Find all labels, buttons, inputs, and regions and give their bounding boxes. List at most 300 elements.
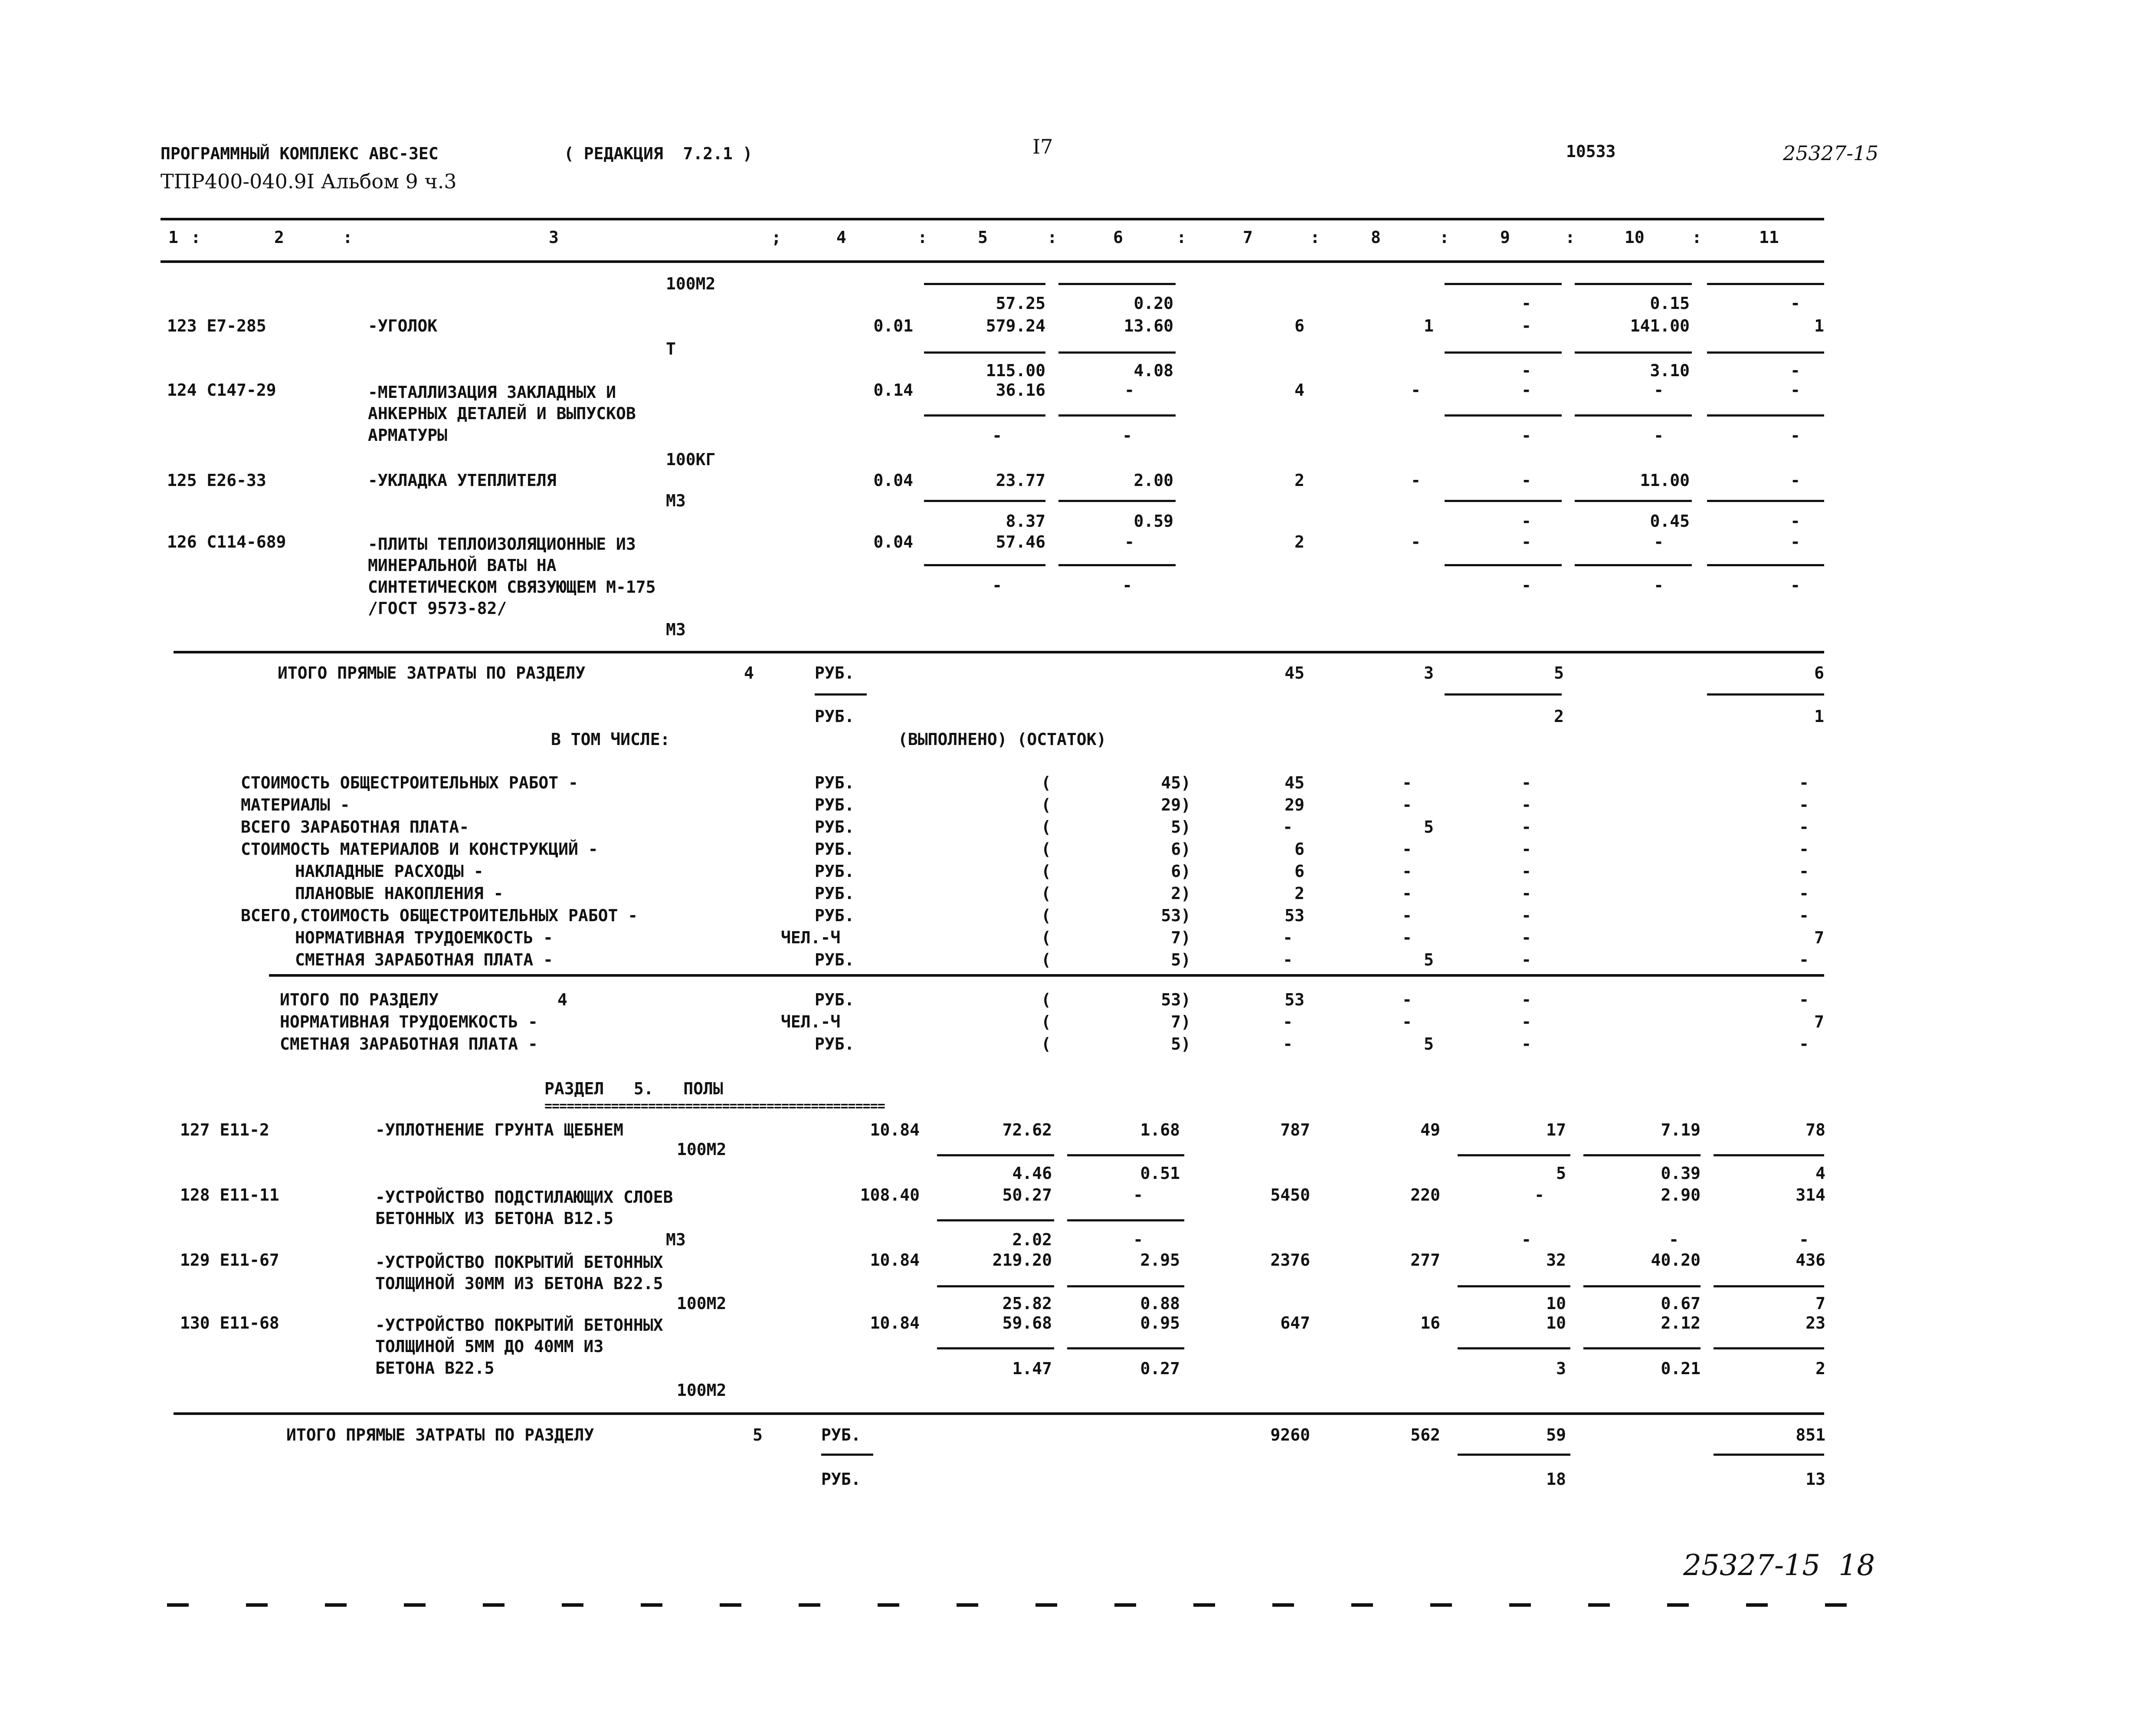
- cell: -: [1799, 884, 1809, 903]
- rule: [937, 1285, 1054, 1287]
- rule: [1067, 1154, 1184, 1156]
- cell: 2.95: [1140, 1251, 1180, 1270]
- handwritten-footer: 25327-15 18: [1683, 1549, 1875, 1582]
- cell: 0.04: [873, 471, 913, 490]
- unit-label: 100M2: [677, 1140, 727, 1159]
- cell: -: [1283, 817, 1293, 837]
- cell: 0.20: [1134, 294, 1173, 313]
- dash: [1035, 1603, 1057, 1607]
- dash: [1588, 1603, 1610, 1607]
- col-10: 10: [1625, 228, 1645, 247]
- cell: -: [1799, 817, 1809, 837]
- cell: 5450: [1270, 1185, 1310, 1205]
- header-rule-bottom: [161, 260, 1824, 263]
- rule: [1575, 283, 1692, 285]
- breakdown-unit: РУБ.: [815, 862, 855, 881]
- breakdown-label: СМЕТНАЯ ЗАРАБОТНАЯ ПЛАТА -: [280, 1034, 538, 1054]
- cell: 0.21: [1661, 1359, 1701, 1378]
- cell: -: [1411, 471, 1421, 490]
- cell: -: [1799, 906, 1809, 925]
- cell: 2.12: [1661, 1313, 1701, 1333]
- cell: 6: [1814, 663, 1824, 683]
- cell: 6: [1294, 316, 1304, 335]
- cell: -: [1402, 1012, 1412, 1031]
- cell: 3: [1424, 663, 1434, 683]
- cell: 0.15: [1650, 294, 1690, 313]
- col-2: 2: [274, 228, 284, 247]
- cell: -: [1402, 928, 1412, 947]
- cell: 9260: [1270, 1425, 1310, 1444]
- cell: 49: [1420, 1120, 1440, 1139]
- cell: -: [1521, 795, 1531, 814]
- col-sep: :: [1692, 228, 1702, 247]
- cell: -: [1521, 1012, 1531, 1031]
- cell: 5: [1424, 950, 1434, 969]
- cell: 2376: [1270, 1251, 1310, 1270]
- total-label: ИТОГО ПРЯМЫЕ ЗАТРАТЫ ПО РАЗДЕЛУ: [278, 663, 586, 683]
- breakdown-value: 7): [1171, 928, 1191, 947]
- doc-code: 10533: [1566, 142, 1616, 161]
- cell: 5: [1424, 817, 1434, 837]
- cell: 2: [1294, 471, 1304, 490]
- rule: [1714, 1347, 1824, 1349]
- breakdown-label: СТОИМОСТЬ МАТЕРИАЛОВ И КОНСТРУКЦИЙ -: [241, 840, 598, 859]
- cell: 10.84: [870, 1313, 920, 1333]
- rule: [937, 1219, 1054, 1221]
- cell: 7: [1814, 928, 1824, 947]
- row-number: 128 E11-11: [180, 1185, 279, 1205]
- cell: -: [1521, 1034, 1531, 1054]
- rule: [1445, 283, 1562, 285]
- rule: [1458, 1285, 1570, 1287]
- unit-label: 100M2: [666, 274, 716, 293]
- dash: [1114, 1603, 1136, 1607]
- cell: -: [1521, 862, 1531, 881]
- breakdown-unit: РУБ.: [815, 990, 855, 1009]
- cell: 13: [1805, 1470, 1825, 1489]
- cell: 4: [1815, 1164, 1825, 1183]
- cell: -: [1122, 576, 1132, 595]
- cell: 647: [1280, 1313, 1310, 1333]
- rule: [1714, 1454, 1824, 1456]
- cell: 3.10: [1650, 361, 1690, 380]
- cell: 40.20: [1651, 1251, 1701, 1270]
- rule: [1058, 414, 1176, 417]
- cell: 5: [1556, 1164, 1566, 1183]
- cell: -: [1654, 426, 1664, 445]
- cell: 2.02: [1012, 1230, 1052, 1249]
- cell: -: [1790, 381, 1800, 400]
- header-rule-top: [161, 218, 1824, 220]
- col-11: 11: [1759, 228, 1779, 247]
- col-4: 4: [836, 228, 846, 247]
- cell: -: [1654, 532, 1664, 551]
- dash: [167, 1603, 189, 1607]
- cell: 141.00: [1630, 316, 1690, 335]
- dash: [957, 1603, 978, 1607]
- section-underline: ==============================================: [544, 1099, 885, 1114]
- row-name: -УСТРОЙСТВО ПОКРЫТИЙ БЕТОННЫХ ТОЛЩИНОЙ 5ММ ДО 40ММ ИЗ БЕТОНА В22.5: [375, 1316, 663, 1378]
- breakdown-value: 53): [1161, 906, 1191, 925]
- cell: -: [1402, 795, 1412, 814]
- cell: -: [1521, 928, 1531, 947]
- cell: -: [1521, 950, 1531, 969]
- cell: 579.24: [986, 316, 1045, 335]
- row-name: -УСТРОЙСТВО ПОДСТИЛАЮЩИХ СЛОЕВ БЕТОННЫХ ИЗ БЕТОНА В12.5: [375, 1188, 673, 1228]
- cell: 32: [1546, 1251, 1566, 1270]
- rule: [924, 500, 1045, 502]
- breakdown-unit: РУБ.: [815, 884, 855, 903]
- section-title: РАЗДЕЛ 5. ПОЛЫ: [544, 1079, 723, 1098]
- cell: -: [1521, 471, 1531, 490]
- cell: -: [1521, 532, 1531, 551]
- cell: -: [1402, 862, 1412, 881]
- rule: [1067, 1347, 1184, 1349]
- rule: [1458, 1347, 1570, 1349]
- rule: [1707, 351, 1824, 354]
- col-8: 8: [1371, 228, 1381, 247]
- breakdown-paren: (: [1041, 862, 1051, 881]
- cell: 45: [1284, 773, 1304, 792]
- cell: -: [1799, 862, 1809, 881]
- rule: [924, 283, 1045, 285]
- cell: 57.46: [996, 532, 1045, 551]
- rule: [1445, 500, 1562, 502]
- unit-label: M3: [666, 620, 686, 639]
- cell: -: [1654, 576, 1664, 595]
- cell: 0.59: [1134, 512, 1173, 531]
- breakdown-label: ИТОГО ПО РАЗДЕЛУ: [280, 990, 439, 1009]
- col-6: 6: [1113, 228, 1123, 247]
- cell: 59: [1546, 1425, 1566, 1444]
- cell: 53: [1284, 990, 1304, 1009]
- cell: 562: [1410, 1425, 1440, 1444]
- cell: 78: [1805, 1120, 1825, 1139]
- rule: [1575, 564, 1692, 566]
- cell: -: [1799, 950, 1809, 969]
- cell: 851: [1796, 1425, 1825, 1444]
- cell: 18: [1546, 1470, 1566, 1489]
- breakdown-label: МАТЕРИАЛЫ -: [241, 795, 350, 814]
- dash: [799, 1603, 820, 1607]
- unit-label: 100M2: [677, 1294, 727, 1313]
- cell: -: [1402, 884, 1412, 903]
- col-sep: :: [917, 228, 927, 247]
- breakdown-unit: РУБ.: [815, 773, 855, 792]
- cell: -: [1799, 1230, 1809, 1249]
- cell: -: [1799, 795, 1809, 814]
- cell: -: [1654, 381, 1664, 400]
- rule: [1707, 414, 1824, 417]
- cell: 4: [1294, 381, 1304, 400]
- cell: 277: [1410, 1251, 1440, 1270]
- cell: -: [1402, 840, 1412, 859]
- row-number: 130 E11-68: [180, 1313, 279, 1333]
- handwritten-code: 25327-15: [1783, 141, 1879, 165]
- cell: -: [1133, 1230, 1143, 1249]
- rule: [1583, 1347, 1701, 1349]
- total-section-num: 4: [744, 663, 754, 683]
- breakdown-label: ВСЕГО,СТОИМОСТЬ ОБЩЕСТРОИТЕЛЬНЫХ РАБОТ -: [241, 906, 638, 925]
- cell: 314: [1796, 1185, 1825, 1205]
- breakdown-value: 6): [1171, 862, 1191, 881]
- cell: -: [1402, 906, 1412, 925]
- cell: -: [1521, 773, 1531, 792]
- breakdown-label: СМЕТНАЯ ЗАРАБОТНАЯ ПЛАТА -: [295, 950, 553, 969]
- rule: [1575, 500, 1692, 502]
- cell: 0.67: [1661, 1294, 1701, 1313]
- rule: [1058, 500, 1176, 502]
- cell: -: [992, 576, 1002, 595]
- dash: [1825, 1603, 1847, 1607]
- cell: 10: [1546, 1294, 1566, 1313]
- breakdown-paren: (: [1041, 817, 1051, 837]
- cell: 5: [1554, 663, 1564, 683]
- rule: [1445, 693, 1562, 696]
- cell: 53: [1284, 906, 1304, 925]
- cell: -: [1790, 294, 1800, 313]
- col-sep: :: [1176, 228, 1186, 247]
- rule: [1458, 1454, 1570, 1456]
- rule: [937, 1347, 1054, 1349]
- cell: -: [1790, 512, 1800, 531]
- cell: 2: [1815, 1359, 1825, 1378]
- col-sep: :: [1565, 228, 1575, 247]
- breakdown-label: НАКЛАДНЫЕ РАСХОДЫ -: [295, 862, 484, 881]
- cell: -: [1521, 294, 1531, 313]
- cell: -: [1122, 426, 1132, 445]
- rule: [924, 351, 1045, 354]
- cell: 7: [1815, 1294, 1825, 1313]
- rule: [1058, 283, 1176, 285]
- cell: 787: [1280, 1120, 1310, 1139]
- rule: [1583, 1154, 1701, 1156]
- cell: -: [1521, 840, 1531, 859]
- cell: 5: [1424, 1034, 1434, 1054]
- cell: 0.45: [1650, 512, 1690, 531]
- cell: -: [992, 426, 1002, 445]
- cell: 8.37: [1006, 512, 1045, 531]
- album-title: ТПР400-040.9I Альбом 9 ч.3: [161, 170, 457, 193]
- breakdown-paren: (: [1041, 1034, 1051, 1054]
- breakdown-paren: (: [1041, 840, 1051, 859]
- cell: -: [1521, 1230, 1531, 1249]
- breakdown-paren: (: [1041, 906, 1051, 925]
- rule: [1575, 351, 1692, 354]
- cell: 11.00: [1640, 471, 1690, 490]
- col-5: 5: [978, 228, 988, 247]
- cell: -: [1521, 884, 1531, 903]
- cell: -: [1799, 773, 1809, 792]
- row-name: -МЕТАЛЛИЗАЦИЯ ЗАКЛАДНЫХ И АНКЕРНЫХ ДЕТАЛЕЙ И ВЫПУСКОВ АРМАТУРЫ: [368, 383, 636, 445]
- cell: 72.62: [1002, 1120, 1052, 1139]
- dash: [483, 1603, 505, 1607]
- breakdown-paren: (: [1041, 990, 1051, 1009]
- cell: 0.01: [873, 316, 913, 335]
- rule: [1707, 564, 1824, 566]
- cell: 2: [1554, 707, 1564, 726]
- dash: [641, 1603, 662, 1607]
- rule: [1458, 1154, 1570, 1156]
- cell: -: [1521, 906, 1531, 925]
- cell: 0.14: [873, 381, 913, 400]
- row-number: 129 E11-67: [180, 1251, 279, 1270]
- cell: 1: [1424, 316, 1434, 335]
- breakdown-paren: (: [1041, 950, 1051, 969]
- unit-label: M3: [666, 491, 686, 510]
- col-9: 9: [1500, 228, 1510, 247]
- breakdown-value: 5): [1171, 950, 1191, 969]
- col-3: 3: [549, 228, 559, 247]
- cell: 436: [1796, 1251, 1825, 1270]
- unit-label: 100M2: [677, 1381, 727, 1400]
- cell: 6: [1294, 862, 1304, 881]
- cell: 2: [1294, 884, 1304, 903]
- breakdown-paren: (: [1041, 1012, 1051, 1031]
- cell: 57.25: [996, 294, 1045, 313]
- rule: [1714, 1285, 1824, 1287]
- cell: 10.84: [870, 1120, 920, 1139]
- rule: [1707, 500, 1824, 502]
- row-name: -УСТРОЙСТВО ПОКРЫТИЙ БЕТОННЫХ ТОЛЩИНОЙ 30ММ ИЗ БЕТОНА В22.5: [375, 1253, 663, 1293]
- breakdown-unit: РУБ.: [815, 840, 855, 859]
- section-rule: [269, 974, 1824, 977]
- col-7: 7: [1243, 228, 1253, 247]
- row-number: 123 E7-285: [167, 316, 266, 335]
- breakdown-value: 29): [1161, 795, 1191, 814]
- dash: [246, 1603, 268, 1607]
- cell: 7.19: [1661, 1120, 1701, 1139]
- cell: -: [1124, 532, 1134, 551]
- dash: [1272, 1603, 1294, 1607]
- section-rule: [174, 1412, 1824, 1415]
- cell: -: [1521, 426, 1531, 445]
- cell: 3: [1556, 1359, 1566, 1378]
- rule: [1067, 1219, 1184, 1221]
- rule: [1067, 1285, 1184, 1287]
- rule: [1583, 1285, 1701, 1287]
- breakdown-value: 45): [1161, 773, 1191, 792]
- rule: [1445, 564, 1562, 566]
- rule: [924, 564, 1045, 566]
- edition-label: ( РЕДАКЦИЯ 7.2.1 ): [564, 144, 753, 163]
- cell: -: [1124, 381, 1134, 400]
- cell: 2.00: [1134, 471, 1173, 490]
- cell: -: [1790, 576, 1800, 595]
- breakdown-paren: (: [1041, 773, 1051, 792]
- rule: [815, 693, 867, 696]
- cell: -: [1799, 990, 1809, 1009]
- breakdown-value: 5): [1171, 817, 1191, 837]
- rule: [1445, 351, 1562, 354]
- cell: 0.51: [1140, 1164, 1180, 1183]
- cell: 2: [1294, 532, 1304, 551]
- breakdown-value: 7): [1171, 1012, 1191, 1031]
- cell: -: [1799, 840, 1809, 859]
- breakdown-paren: (: [1041, 928, 1051, 947]
- col-1: 1: [168, 228, 178, 247]
- program-title: ПРОГРАММНЫЙ КОМПЛЕКС АВС-3ЕС: [161, 144, 439, 163]
- col-sep: :: [343, 228, 353, 247]
- cell: -: [1521, 512, 1531, 531]
- total-section-num: 5: [753, 1425, 763, 1444]
- total-unit: РУБ.: [821, 1425, 861, 1444]
- row-number: 127 E11-2: [180, 1120, 269, 1139]
- breakdown-label: ПЛАНОВЫЕ НАКОПЛЕНИЯ -: [295, 884, 504, 903]
- breakdown-value: 5): [1171, 1034, 1191, 1054]
- cell: 115.00: [986, 361, 1045, 380]
- col-sep: :: [191, 228, 211, 247]
- unit-label: T: [666, 339, 676, 358]
- dash: [1351, 1603, 1373, 1607]
- cell: 219.20: [992, 1251, 1052, 1270]
- cell: 36.16: [996, 381, 1045, 400]
- breakdown-unit: РУБ.: [815, 795, 855, 814]
- rule: [1575, 414, 1692, 417]
- rule: [937, 1154, 1054, 1156]
- total-label: ИТОГО ПРЯМЫЕ ЗАТРАТЫ ПО РАЗДЕЛУ: [286, 1425, 594, 1444]
- breakdown-value: 6): [1171, 840, 1191, 859]
- cell: -: [1521, 361, 1531, 380]
- cell: 0.95: [1140, 1313, 1180, 1333]
- breakdown-label: НОРМАТИВНАЯ ТРУДОЕМКОСТЬ -: [280, 1012, 538, 1031]
- cell: 0.88: [1140, 1294, 1180, 1313]
- total-unit: РУБ.: [815, 707, 855, 726]
- col-sep: :: [1047, 228, 1057, 247]
- cell: 45: [1284, 663, 1304, 683]
- breakdown-title: В ТОМ ЧИСЛЕ:: [551, 730, 670, 749]
- row-number: 125 E26-33: [167, 471, 266, 490]
- cell: 0.27: [1140, 1359, 1180, 1378]
- cell: 220: [1410, 1185, 1440, 1205]
- breakdown-paren: (: [1041, 884, 1051, 903]
- breakdown-unit: ЧЕЛ.-Ч: [781, 928, 841, 947]
- unit-label: M3: [666, 1230, 686, 1249]
- breakdown-unit: ЧЕЛ.-Ч: [781, 1012, 841, 1031]
- cell: 4.46: [1012, 1164, 1052, 1183]
- cell: 16: [1420, 1313, 1440, 1333]
- cell: 25.82: [1002, 1294, 1052, 1313]
- cell: 10.84: [870, 1251, 920, 1270]
- dash: [1193, 1603, 1215, 1607]
- cell: 0.39: [1661, 1164, 1701, 1183]
- breakdown-value: 2): [1171, 884, 1191, 903]
- cell: 0.04: [873, 532, 913, 551]
- cell: -: [1521, 576, 1531, 595]
- dash: [1746, 1603, 1768, 1607]
- breakdown-unit: РУБ.: [815, 906, 855, 925]
- row-name: -ПЛИТЫ ТЕПЛОИЗОЛЯЦИОННЫЕ ИЗ МИНЕРАЛЬНОЙ ВАТЫ НА СИНТЕТИЧЕСКОМ СВЯЗУЮЩЕМ М-175 /ГОСТ 9573-82/: [368, 535, 656, 618]
- cell: -: [1402, 990, 1412, 1009]
- dash: [404, 1603, 426, 1607]
- cell: 1: [1814, 316, 1824, 335]
- breakdown-cols: (ВЫПОЛНЕНО) (ОСТАТОК): [898, 730, 1107, 749]
- cell: -: [1283, 928, 1293, 947]
- breakdown-unit: РУБ.: [815, 950, 855, 969]
- col-sep: :: [1310, 228, 1320, 247]
- cell: -: [1790, 426, 1800, 445]
- cell: 23.77: [996, 471, 1045, 490]
- breakdown-label: НОРМАТИВНАЯ ТРУДОЕМКОСТЬ -: [295, 928, 553, 947]
- col-sep: ;: [771, 228, 781, 247]
- page-number: I7: [1032, 135, 1053, 158]
- breakdown-unit: РУБ.: [815, 817, 855, 837]
- dash: [878, 1603, 899, 1607]
- cell: -: [1411, 381, 1421, 400]
- rule: [924, 414, 1045, 417]
- cell: 23: [1805, 1313, 1825, 1333]
- total-unit: РУБ.: [815, 663, 855, 683]
